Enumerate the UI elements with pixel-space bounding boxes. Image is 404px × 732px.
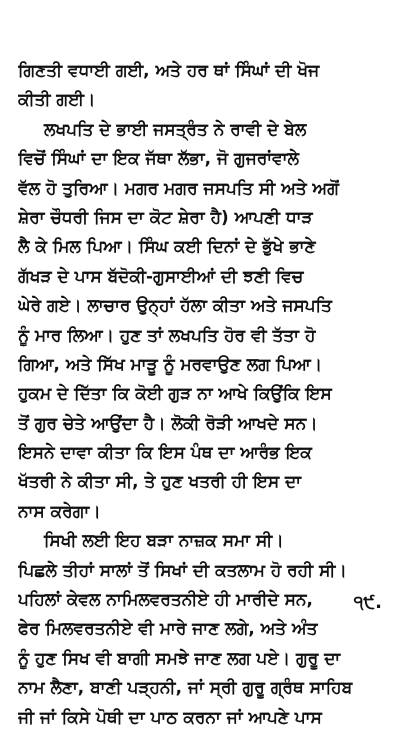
text-line: ਨਾਸ ਕਰੇਗਾ।	[18, 500, 101, 521]
text-line: ਸ਼ੇਰਾ ਚੌਧਰੀ ਜਿਸ ਦਾ ਕੋਟ ਸ਼ੇਰਾ ਹੈ) ਆਪਣੀ ਧਾੜ	[18, 206, 313, 227]
text-line: ਜੀ ਜਾਂ ਕਿਸੇ ਪੋਥੀ ਦਾ ਪਾਠ ਕਰਨਾ ਜਾਂ ਆਪਣੇ ਪਾਸ	[18, 706, 322, 727]
text-line: ਇਸਨੇ ਦਾਵਾ ਕੀਤਾ ਕਿ ਇਸ ਪੰਥ ਦਾ ਆਰੰਭ ਇਕ	[18, 442, 312, 463]
text-line: ਨਾਮ ਲੈਣਾ, ਬਾਣੀ ਪੜ੍ਹਨੀ, ਜਾਂ ਸ੍ਰੀ ਗੁਰੂ ਗ੍ਰੰਥ ਸਾਹਿਬ	[18, 677, 353, 698]
text-line: ਨੂੰ ਹੁਣ ਸਿਖ ਵੀ ਬਾਗੀ ਸਮਝੇ ਜਾਣ ਲਗ ਪਏ। ਗੁਰੂ ਦਾ	[18, 647, 341, 668]
paragraph-start-line: ਸਿਖੀ ਲਈ ਇਹ ਬੜਾ ਨਾਜ਼ਕ ਸਮਾ ਸੀ।	[44, 530, 284, 551]
text-line: ਗਿਣਤੀ ਵਧਾਈ ਗਈ, ਅਤੇ ਹਰ ਥਾਂ ਸਿੰਘਾਂ ਦੀ ਖੋਜ	[18, 60, 320, 80]
text-line: ਨੂੰ ਮਾਰ ਲਿਆ। ਹੁਣ ਤਾਂ ਲਖਪਤਿ ਹੋਰ ਵੀ ਤੱਤਾ ਹੋ	[18, 324, 316, 345]
page-number: ੧੯.	[353, 592, 382, 613]
text-line: ਹੁਕਮ ਦੇ ਦਿੱਤਾ ਕਿ ਕੋਈ ਗੁੜ ਨਾ ਆਖੇ ਕਿਉਂਕਿ ਇਸ	[18, 383, 332, 404]
text-line: ਗਿਆ, ਅਤੇ ਸਿੱਖ ਮਾੜੂ ਨੂੰ ਮਰਵਾਉਣ ਲਗ ਪਿਆ।	[18, 353, 323, 374]
text-line: ਪਹਿਲਾਂ ਕੇਵਲ ਨਾਮਿਲਵਰਤਨੀਏ ਹੀ ਮਾਰੀਦੇ ਸਨ,	[18, 589, 313, 610]
text-line: ਤੋਂ ਗੁਰ ਚੇਤੇ ਆਉਂਦਾ ਹੈ। ਲੋਕੀ ਰੋੜੀ ਆਖਦੇ ਸਨ।	[18, 412, 318, 433]
text-line: ਪਿਛਲੇ ਤੀਹਾਂ ਸਾਲਾਂ ਤੋਂ ਸਿਖਾਂ ਦੀ ਕਤਲਾਮ ਹੋ ਰਹੀ ਸੀ।	[18, 559, 347, 580]
text-line: ਘੇਰੇ ਗਏ। ਲਾਚਾਰ ਉਨ੍ਹਾਂ ਹੱਲਾ ਕੀਤਾ ਅਤੇ ਜਸਪਤਿ	[18, 295, 332, 316]
body-text	[18, 56, 390, 732]
text-line: ਕੀਤੀ ਗਈ।	[18, 89, 96, 110]
paragraph-start-line: ਲਖਪਤਿ ਦੇ ਭਾਈ ਜਸਤ੍ਰੰਤ ਨੇ ਰਾਵੀ ਦੇ ਬੇਲ	[44, 118, 307, 139]
text-line: ਵਿਚੋਂ ਸਿੰਘਾਂ ਦਾ ਇਕ ਜੱਥਾ ਲੱਭਾ, ਜੋ ਗੁਜਰਾਂਵਾਲੇ	[18, 148, 299, 169]
text-line: ਗੱਖੜ ਦੇ ਪਾਸ ਬੱਦੋਕੀ-ਗੁਸਾਈਆਂ ਦੀ ਝਣੀ ਵਿਚ	[18, 265, 304, 286]
text-line: ਖੱਤਰੀ ਨੇ ਕੀਤਾ ਸੀ, ਤੇ ਹੁਣ ਖਤਰੀ ਹੀ ਇਸ ਦਾ	[18, 471, 302, 492]
text-line: ਵੱਲ ਹੋ ਤੁਰਿਆ। ਮਗਰ ਮਗਰ ਜਸਪਤਿ ਸੀ ਅਤੇ ਅਗੋਂ	[18, 177, 339, 198]
text-line: ਫੇਰ ਮਿਲਵਰਤਨੀਏ ਵੀ ਮਾਰੇ ਜਾਣ ਲਗੇ, ਅਤੇ ਅੰਤ	[18, 618, 318, 639]
text-line: ਲੈ ਕੇ ਮਿਲ ਪਿਆ। ਸਿੰਘ ਕਈ ਦਿਨਾਂ ਦੇ ਭੁੱਖੇ ਭਾਣੇ	[18, 236, 316, 257]
